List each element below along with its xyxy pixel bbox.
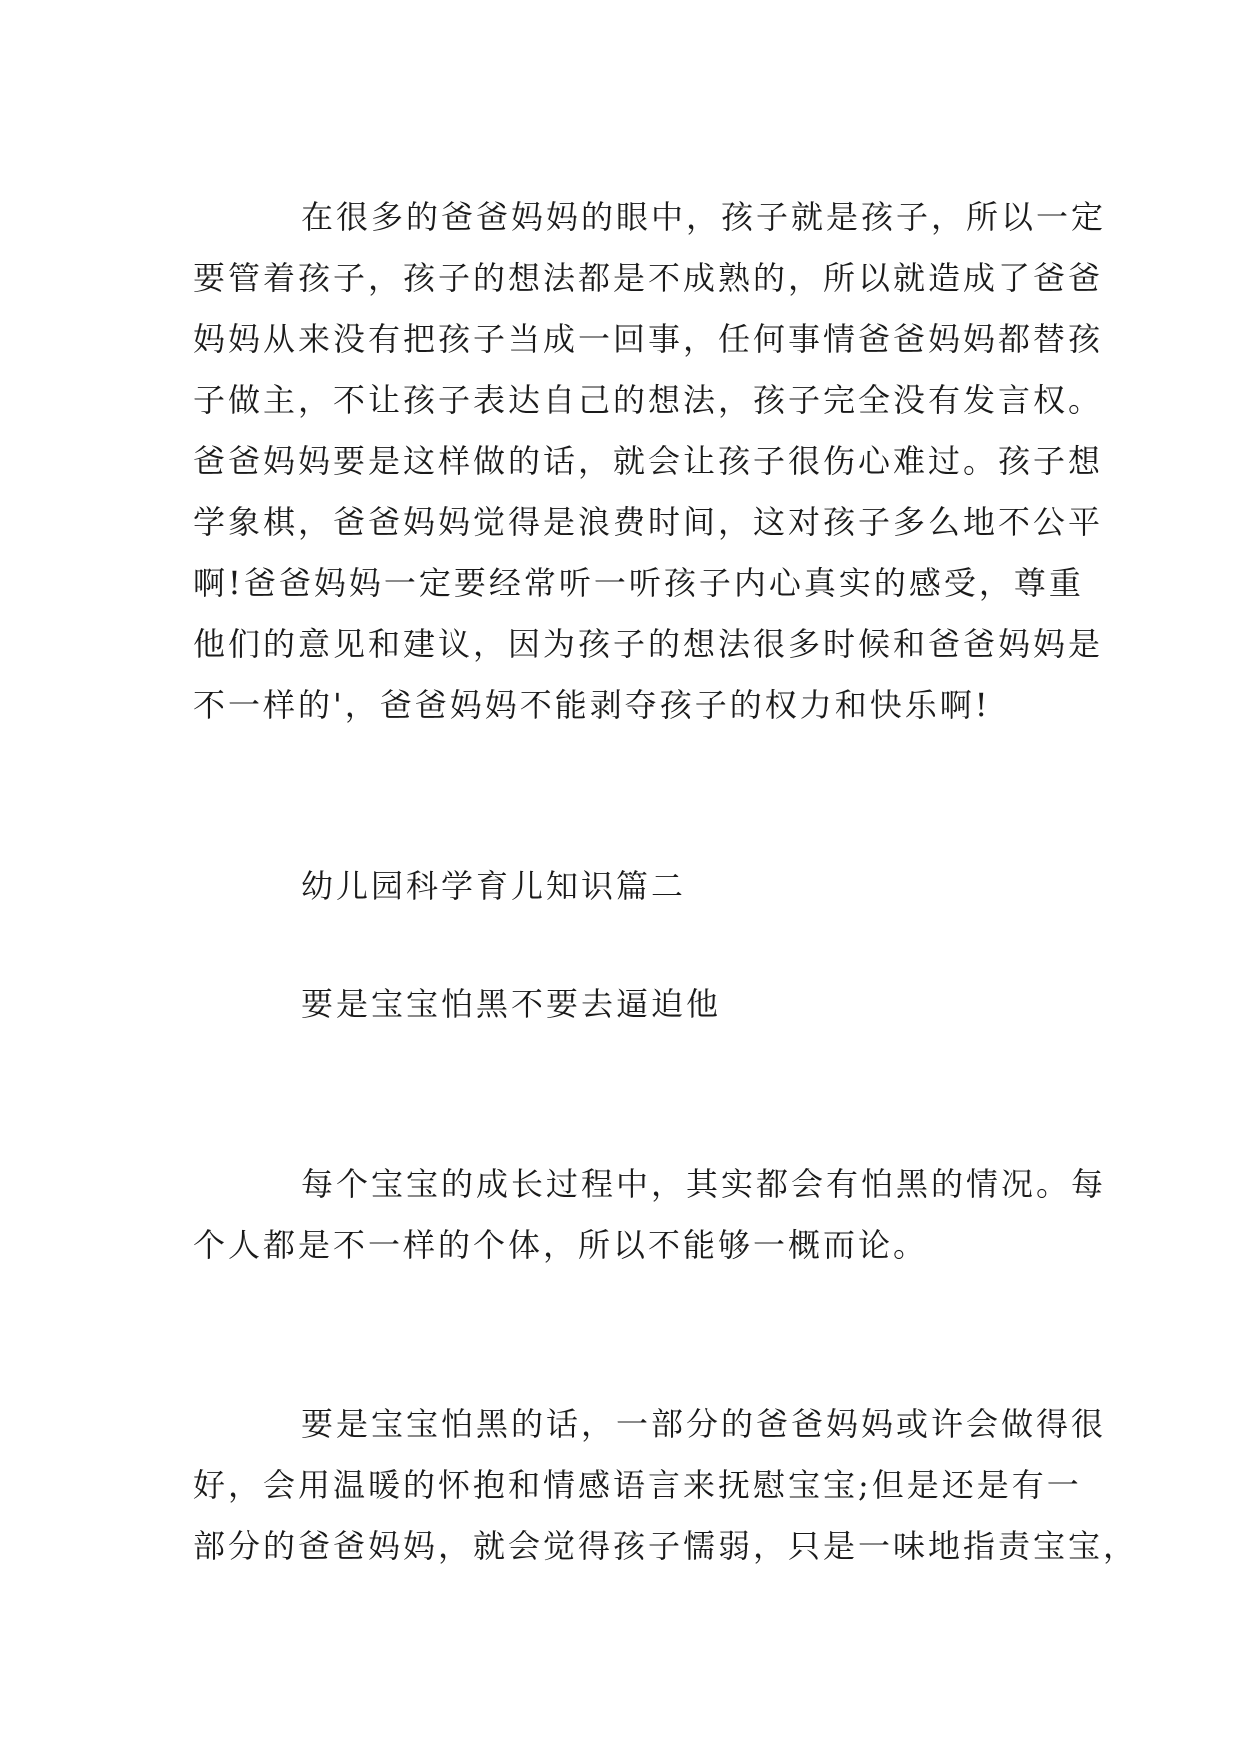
text-line: 他们的意见和建议，因为孩子的想法很多时候和爸爸妈妈是 xyxy=(193,625,1104,663)
paragraph-fear-of-dark xyxy=(193,1154,1107,1276)
text-line: 啊!爸爸妈妈一定要经常听一听孩子内心真实的感受，尊重 xyxy=(193,564,1084,602)
text-line: 每个宝宝的成长过程中，其实都会有怕黑的情况。每 xyxy=(301,1165,1107,1203)
text-line: 好，会用温暖的怀抱和情感语言来抚慰宝宝;但是还是有一 xyxy=(193,1466,1082,1504)
text-line: 在很多的爸爸妈妈的眼中，孩子就是孩子，所以一定 xyxy=(301,198,1107,236)
paragraph-parent-responses xyxy=(193,1394,1139,1577)
text-line: 部分的爸爸妈妈，就会觉得孩子懦弱，只是一味地指责宝宝， xyxy=(193,1527,1139,1565)
text-line: 妈妈从来没有把孩子当成一回事，任何事情爸爸妈妈都替孩 xyxy=(193,320,1104,358)
text-line: 爸爸妈妈要是这样做的话，就会让孩子很伤心难过。孩子想 xyxy=(193,442,1104,480)
text-line: 要管着孩子，孩子的想法都是不成熟的，所以就造成了爸爸 xyxy=(193,259,1104,297)
section-heading xyxy=(193,856,1055,917)
text-line: 学象棋，爸爸妈妈觉得是浪费时间，这对孩子多么地不公平 xyxy=(193,503,1104,541)
subheading xyxy=(193,974,1055,1035)
section-heading-text: 幼儿园科学育儿知识篇二 xyxy=(301,867,687,905)
paragraph-parent-views xyxy=(193,187,1107,736)
subheading-text: 要是宝宝怕黑不要去逼迫他 xyxy=(301,985,722,1023)
text-line: 个人都是不一样的个体，所以不能够一概而论。 xyxy=(193,1226,929,1264)
text-line: 要是宝宝怕黑的话，一部分的爸爸妈妈或许会做得很 xyxy=(301,1405,1107,1443)
text-line: 不一样的'，爸爸妈妈不能剥夺孩子的权力和快乐啊! xyxy=(193,686,991,724)
text-line: 子做主，不让孩子表达自己的想法，孩子完全没有发言权。 xyxy=(193,381,1104,419)
